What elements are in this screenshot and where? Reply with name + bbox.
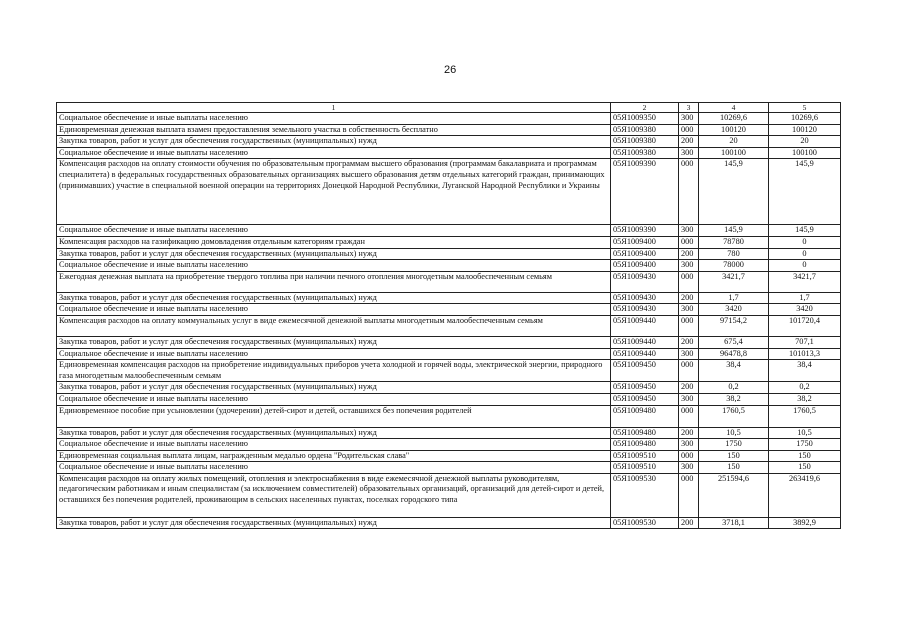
row-value-1-cell: 1,7 (699, 292, 769, 304)
row-code-cell: 05Я1009380 (611, 147, 679, 159)
row-code-cell: 05Я1009430 (611, 271, 679, 292)
row-value-2-cell: 0 (769, 260, 841, 272)
row-type-cell: 300 (679, 147, 699, 159)
row-value-1-cell: 38,4 (699, 360, 769, 382)
row-value-2-cell: 150 (769, 462, 841, 474)
row-type-cell: 200 (679, 336, 699, 348)
row-code-cell: 05Я1009440 (611, 315, 679, 336)
row-type-cell: 300 (679, 304, 699, 316)
row-name-cell: Социальное обеспечение и иные выплаты населению (57, 147, 611, 159)
column-header: 3 (679, 103, 699, 113)
row-type-cell: 000 (679, 450, 699, 462)
row-value-1-cell: 3718,1 (699, 517, 769, 529)
row-name-cell: Социальное обеспечение и иные выплаты населению (57, 439, 611, 451)
table-row (57, 113, 841, 125)
row-name-cell: Закупка товаров, работ и услуг для обеспечения государственных (муниципальных) нужд (57, 248, 611, 260)
column-header: 4 (699, 103, 769, 113)
row-name-cell: Закупка товаров, работ и услуг для обеспечения государственных (муниципальных) нужд (57, 517, 611, 529)
row-value-1-cell: 3420 (699, 304, 769, 316)
row-name-cell: Социальное обеспечение и иные выплаты населению (57, 348, 611, 360)
row-name-cell: Закупка товаров, работ и услуг для обеспечения государственных (муниципальных) нужд (57, 336, 611, 348)
row-code-cell: 05Я1009430 (611, 304, 679, 316)
row-value-1-cell: 1750 (699, 439, 769, 451)
row-value-2-cell: 38,4 (769, 360, 841, 382)
row-code-cell: 05Я1009480 (611, 439, 679, 451)
table-row (57, 304, 841, 316)
row-name-cell: Закупка товаров, работ и услуг для обеспечения государственных (муниципальных) нужд (57, 427, 611, 439)
row-code-cell: 05Я1009450 (611, 360, 679, 382)
row-value-1-cell: 78000 (699, 260, 769, 272)
row-value-1-cell: 150 (699, 462, 769, 474)
table-row (57, 382, 841, 394)
column-header: 5 (769, 103, 841, 113)
table-row (57, 517, 841, 529)
row-code-cell: 05Я1009390 (611, 159, 679, 225)
row-value-1-cell: 675,4 (699, 336, 769, 348)
table-header-row (57, 103, 841, 113)
row-value-2-cell: 263419,6 (769, 473, 841, 517)
row-type-cell: 000 (679, 360, 699, 382)
row-value-2-cell: 1,7 (769, 292, 841, 304)
row-code-cell: 05Я1009350 (611, 113, 679, 125)
row-type-cell: 200 (679, 248, 699, 260)
budget-table (56, 102, 841, 529)
row-value-2-cell: 10269,6 (769, 113, 841, 125)
table-row (57, 236, 841, 248)
table-row (57, 450, 841, 462)
row-name-cell: Социальное обеспечение и иные выплаты населению (57, 113, 611, 125)
row-value-2-cell: 707,1 (769, 336, 841, 348)
row-name-cell: Социальное обеспечение и иные выплаты населению (57, 260, 611, 272)
page-number: 26 (444, 64, 457, 76)
row-type-cell: 200 (679, 136, 699, 148)
row-name-cell: Единовременная денежная выплата взамен предоставления земельного участка в собственность бесплатно (57, 124, 611, 136)
row-value-2-cell: 100100 (769, 147, 841, 159)
table-row (57, 315, 841, 336)
column-header: 1 (57, 103, 611, 113)
table-row (57, 462, 841, 474)
table-row (57, 271, 841, 292)
row-value-2-cell: 10,5 (769, 427, 841, 439)
row-value-1-cell: 1760,5 (699, 405, 769, 427)
row-name-cell: Компенсация расходов на оплату коммунальных услуг в виде ежемесячной денежной выплаты многодетным малообеспеченным семьям (57, 315, 611, 336)
row-name-cell: Закупка товаров, работ и услуг для обеспечения государственных (муниципальных) нужд (57, 292, 611, 304)
row-type-cell: 200 (679, 427, 699, 439)
row-name-cell: Ежегодная денежная выплата на приобретение твердого топлива при наличии печного отопления многодетным малообеспеченным семьям (57, 271, 611, 292)
table-row (57, 225, 841, 237)
table-row (57, 159, 841, 225)
row-code-cell: 05Я1009530 (611, 517, 679, 529)
row-value-2-cell: 145,9 (769, 225, 841, 237)
row-code-cell: 05Я1009380 (611, 124, 679, 136)
table-row (57, 248, 841, 260)
row-code-cell: 05Я1009400 (611, 236, 679, 248)
row-value-2-cell: 20 (769, 136, 841, 148)
row-name-cell: Компенсация расходов на оплату жилых помещений, отопления и электроснабжения в виде ежемесячной денежной выплаты руководителям, педагогическим работникам и иным специалистам (за исключением совместителей) образовательных организаций, организаций для детей-сирот и детей, оставшихся без попечения родителей, проживающим в сельских населенных пунктах, поселках городского типа (57, 473, 611, 517)
row-value-1-cell: 100120 (699, 124, 769, 136)
row-code-cell: 05Я1009510 (611, 450, 679, 462)
row-type-cell: 300 (679, 462, 699, 474)
row-value-1-cell: 150 (699, 450, 769, 462)
row-value-2-cell: 38,2 (769, 393, 841, 405)
row-code-cell: 05Я1009480 (611, 405, 679, 427)
row-name-cell: Единовременная компенсация расходов на приобретение индивидуальных приборов учета холодной и горячей воды, электрической энергии, природного газа многодетным малообеспеченным семьям (57, 360, 611, 382)
row-type-cell: 000 (679, 271, 699, 292)
row-name-cell: Социальное обеспечение и иные выплаты населению (57, 462, 611, 474)
row-type-cell: 300 (679, 393, 699, 405)
table-row (57, 427, 841, 439)
row-name-cell: Закупка товаров, работ и услуг для обеспечения государственных (муниципальных) нужд (57, 382, 611, 394)
table-row (57, 260, 841, 272)
row-type-cell: 000 (679, 315, 699, 336)
row-value-1-cell: 3421,7 (699, 271, 769, 292)
row-code-cell: 05Я1009510 (611, 462, 679, 474)
row-code-cell: 05Я1009450 (611, 393, 679, 405)
column-header: 2 (611, 103, 679, 113)
row-type-cell: 200 (679, 292, 699, 304)
row-value-2-cell: 0,2 (769, 382, 841, 394)
row-value-2-cell: 0 (769, 248, 841, 260)
row-type-cell: 300 (679, 225, 699, 237)
row-type-cell: 000 (679, 405, 699, 427)
row-code-cell: 05Я1009400 (611, 248, 679, 260)
row-value-1-cell: 96478,8 (699, 348, 769, 360)
row-value-1-cell: 251594,6 (699, 473, 769, 517)
row-value-1-cell: 145,9 (699, 225, 769, 237)
row-value-1-cell: 0,2 (699, 382, 769, 394)
table-row (57, 124, 841, 136)
row-value-2-cell: 101013,3 (769, 348, 841, 360)
row-value-1-cell: 38,2 (699, 393, 769, 405)
row-code-cell: 05Я1009440 (611, 336, 679, 348)
row-name-cell: Единовременное пособие при усыновлении (удочерении) детей-сирот и детей, оставшихся без попечения родителей (57, 405, 611, 427)
row-type-cell: 300 (679, 260, 699, 272)
row-value-1-cell: 10269,6 (699, 113, 769, 125)
row-code-cell: 05Я1009440 (611, 348, 679, 360)
row-code-cell: 05Я1009430 (611, 292, 679, 304)
row-value-1-cell: 78780 (699, 236, 769, 248)
row-code-cell: 05Я1009380 (611, 136, 679, 148)
row-code-cell: 05Я1009480 (611, 427, 679, 439)
row-value-1-cell: 145,9 (699, 159, 769, 225)
row-value-1-cell: 20 (699, 136, 769, 148)
table-row (57, 147, 841, 159)
row-value-2-cell: 100120 (769, 124, 841, 136)
row-type-cell: 200 (679, 517, 699, 529)
row-name-cell: Компенсация расходов на газификацию домовладения отдельным категориям граждан (57, 236, 611, 248)
row-type-cell: 000 (679, 473, 699, 517)
row-type-cell: 300 (679, 348, 699, 360)
table-row (57, 393, 841, 405)
row-type-cell: 300 (679, 439, 699, 451)
row-value-1-cell: 780 (699, 248, 769, 260)
row-name-cell: Компенсация расходов на оплату стоимости обучения по образовательным программам высшего образования (программам бакалавриата и программам специалитета) в федеральных государственных образовательных организациях высшего образования детям отдельных категорий граждан, принимающих (принимавших) участие в специальной военной операции на территориях Донецкой Народной Республики, Луганской Народной Республики и Украины (57, 159, 611, 225)
row-value-2-cell: 101720,4 (769, 315, 841, 336)
row-value-2-cell: 1760,5 (769, 405, 841, 427)
row-value-2-cell: 1750 (769, 439, 841, 451)
row-type-cell: 000 (679, 159, 699, 225)
table-row (57, 405, 841, 427)
row-code-cell: 05Я1009450 (611, 382, 679, 394)
row-code-cell: 05Я1009390 (611, 225, 679, 237)
row-value-1-cell: 100100 (699, 147, 769, 159)
row-type-cell: 200 (679, 382, 699, 394)
table-row (57, 360, 841, 382)
table-row (57, 439, 841, 451)
row-value-1-cell: 10,5 (699, 427, 769, 439)
row-name-cell: Социальное обеспечение и иные выплаты населению (57, 225, 611, 237)
row-type-cell: 000 (679, 236, 699, 248)
row-name-cell: Единовременная социальная выплата лицам, награжденным медалью ордена "Родительская слава" (57, 450, 611, 462)
row-value-1-cell: 97154,2 (699, 315, 769, 336)
table-row (57, 136, 841, 148)
row-name-cell: Социальное обеспечение и иные выплаты населению (57, 304, 611, 316)
row-value-2-cell: 3420 (769, 304, 841, 316)
row-name-cell: Социальное обеспечение и иные выплаты населению (57, 393, 611, 405)
table-row (57, 348, 841, 360)
row-code-cell: 05Я1009400 (611, 260, 679, 272)
table-row (57, 473, 841, 517)
row-value-2-cell: 150 (769, 450, 841, 462)
row-name-cell: Закупка товаров, работ и услуг для обеспечения государственных (муниципальных) нужд (57, 136, 611, 148)
row-value-2-cell: 145,9 (769, 159, 841, 225)
row-type-cell: 000 (679, 124, 699, 136)
row-value-2-cell: 3421,7 (769, 271, 841, 292)
row-value-2-cell: 3892,9 (769, 517, 841, 529)
table-row (57, 336, 841, 348)
table-row (57, 292, 841, 304)
row-value-2-cell: 0 (769, 236, 841, 248)
row-type-cell: 300 (679, 113, 699, 125)
row-code-cell: 05Я1009530 (611, 473, 679, 517)
